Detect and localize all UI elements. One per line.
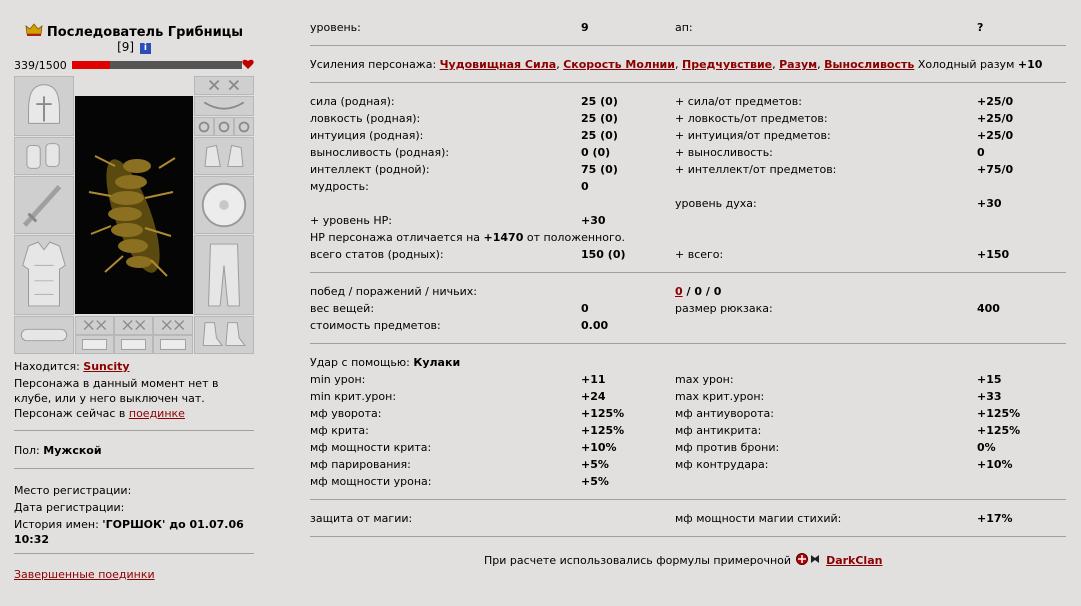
hp-value: 339/1500: [14, 59, 67, 72]
buff-link[interactable]: Чудовищная Сила: [439, 58, 557, 71]
combat-value-2: +125%: [977, 424, 1021, 437]
divider: [14, 430, 254, 431]
history-line: [14, 517, 254, 547]
location-link[interactable]: Suncity: [83, 360, 130, 373]
scroll-slot-3[interactable]: [153, 335, 193, 354]
combat-label-2: мф антикрита:: [675, 424, 762, 437]
stat-value-2: +25/0: [977, 95, 1014, 108]
wins-line: 0 / 0 / 0: [675, 285, 722, 298]
stat-value: 75 (0): [581, 163, 618, 176]
buffs-label: Усиления персонажа:: [310, 58, 437, 71]
combat-value: +125%: [581, 407, 625, 420]
darkclan-link[interactable]: DarkClan: [826, 554, 883, 567]
stat-value-2: 0: [977, 146, 985, 159]
character-name: Последователь Грибницы: [46, 25, 244, 40]
combat-value-2: +10%: [977, 458, 1013, 471]
stat-value-2: +25/0: [977, 129, 1014, 142]
divider: [310, 343, 1066, 344]
boots-slot[interactable]: [194, 316, 254, 354]
wins-label: побед / поражений / ничьих:: [310, 285, 477, 298]
fight-line: [14, 406, 185, 421]
buff-extra: Холодный разум: [917, 58, 1015, 71]
combat-value: +11: [581, 373, 606, 386]
total2-value: +150: [977, 248, 1010, 261]
weapon-slot[interactable]: [14, 176, 74, 234]
weight-label: вес вещей:: [310, 302, 375, 315]
history-label: История имен:: [14, 518, 99, 531]
bracers-slot[interactable]: [14, 137, 74, 175]
divider: [310, 272, 1066, 273]
buff-extra-value: +10: [1017, 58, 1043, 71]
combat-label-2: мф антиуворота:: [675, 407, 774, 420]
crown-icon: [25, 23, 43, 37]
hp-bar: [72, 61, 242, 69]
belt-slot[interactable]: [14, 316, 74, 354]
stat-value-2: +25/0: [977, 112, 1014, 125]
stat-label: мудрость:: [310, 180, 369, 193]
ap-label: ап:: [675, 21, 693, 34]
stat-label: выносливость (родная):: [310, 146, 450, 159]
cost-value: 0.00: [581, 319, 609, 332]
fight-text: Персонаж сейчас в: [14, 407, 126, 420]
gender-line: [14, 443, 102, 458]
strike-label: Удар с помощью:: [310, 356, 410, 369]
footer-line: [484, 552, 882, 567]
combat-value: +5%: [581, 475, 609, 488]
location-line: [14, 359, 130, 374]
hp-plus-label: + уровень HP:: [310, 214, 392, 227]
combat-value-2: +125%: [977, 407, 1021, 420]
combat-value: +24: [581, 390, 606, 403]
combat-label: мф уворота:: [310, 407, 382, 420]
fight-link[interactable]: поединке: [128, 407, 185, 420]
combat-value: +10%: [581, 441, 617, 454]
combat-label-2: max крит.урон:: [675, 390, 765, 403]
combat-value: +5%: [581, 458, 609, 471]
combat-label: мф крита:: [310, 424, 369, 437]
divider: [310, 536, 1066, 537]
reg-date-label: Дата регистрации:: [14, 501, 125, 514]
backpack-value: 400: [977, 302, 1000, 315]
stat-label: ловкость (родная):: [310, 112, 421, 125]
character-title: [14, 23, 254, 40]
weight-value: 0: [581, 302, 589, 315]
armor-slot[interactable]: [14, 235, 74, 315]
spirit-label: уровень духа:: [675, 197, 757, 210]
stat-label: интеллект (родной):: [310, 163, 430, 176]
hp-diff-post: от положенного.: [526, 231, 625, 244]
backpack-label: размер рюкзака:: [675, 302, 773, 315]
stat-label: сила (родная):: [310, 95, 395, 108]
rune-slot-3[interactable]: [153, 316, 193, 335]
combat-value-2: +33: [977, 390, 1002, 403]
footer-text: При расчете использовались формулы примерочной: [484, 554, 792, 567]
scroll-slot-1[interactable]: [75, 335, 114, 354]
buff-link[interactable]: Скорость Молнии: [563, 58, 675, 71]
stat-value: 25 (0): [581, 129, 618, 142]
info-icon[interactable]: i: [140, 43, 151, 54]
gender-label: Пол:: [14, 444, 40, 457]
stat-value: 25 (0): [581, 112, 618, 125]
heart-icon: [242, 58, 254, 70]
reg-place-label: Место регистрации:: [14, 484, 132, 497]
stat-value: 25 (0): [581, 95, 618, 108]
stat-label-2: + выносливость:: [675, 146, 773, 159]
darkclan-emblem-icon: [795, 552, 823, 566]
hp-bar-fill: [72, 61, 110, 69]
level-label: уровень:: [310, 21, 361, 34]
combat-value: +125%: [581, 424, 625, 437]
hp-plus-value: +30: [581, 214, 606, 227]
gloves-slot[interactable]: [194, 137, 254, 175]
necklace-slot[interactable]: [194, 96, 254, 116]
status-text: Персонажа в данный момент нет в клубе, или у него выключен чат.: [14, 377, 219, 405]
gender-value: Мужской: [43, 444, 102, 457]
combat-label: min урон:: [310, 373, 366, 386]
combat-label: min крит.урон:: [310, 390, 397, 403]
stat-label: интуиция (родная):: [310, 129, 424, 142]
draws-value: 0: [713, 285, 722, 298]
ring-slot-2[interactable]: [214, 117, 234, 136]
ring-slot-3[interactable]: [234, 117, 254, 136]
history-value: 'ГОРШОК' до 01.07.06 10:32: [14, 518, 244, 546]
character-portrait: [75, 96, 193, 314]
rune-slot-1[interactable]: [75, 316, 114, 335]
spirit-value: +30: [977, 197, 1002, 210]
total2-label: + всего:: [675, 248, 724, 261]
hp-diff-pre: HP персонажа отличается на: [310, 231, 481, 244]
combat-label-2: мф контрудара:: [675, 458, 769, 471]
buff-link[interactable]: Выносливость: [824, 58, 915, 71]
stat-label-2: + ловкость/от предметов:: [675, 112, 828, 125]
combat-label: мф парирования:: [310, 458, 411, 471]
level-value: 9: [581, 21, 589, 34]
magic-def-label: защита от магии:: [310, 512, 413, 525]
combat-label-2: мф против брони:: [675, 441, 780, 454]
rune-slot-2[interactable]: [114, 316, 153, 335]
ring-slot-1[interactable]: [194, 117, 214, 136]
hp-diff-value: +1470: [483, 231, 524, 244]
finished-fights-line: [14, 567, 155, 582]
total-value: 150 (0): [581, 248, 626, 261]
buff-link[interactable]: Разум: [779, 58, 818, 71]
leggings-slot[interactable]: [194, 235, 254, 315]
scroll-slot-2[interactable]: [114, 335, 153, 354]
combat-label-2: max урон:: [675, 373, 734, 386]
losses-value: 0: [694, 285, 702, 298]
magic-power-label: мф мощности магии стихий:: [675, 512, 842, 525]
buff-link[interactable]: Предчувствие: [681, 58, 773, 71]
ap-value: ?: [977, 21, 984, 34]
earrings-slot[interactable]: [194, 76, 254, 95]
divider: [310, 45, 1066, 46]
stat-value-2: +75/0: [977, 163, 1014, 176]
finished-fights-link[interactable]: Завершенные поединки: [14, 568, 155, 581]
stat-value: 0: [581, 180, 589, 193]
combat-label: мф мощности крита:: [310, 441, 432, 454]
divider: [310, 82, 1066, 83]
stat-label-2: + интуиция/от предметов:: [675, 129, 831, 142]
total-label: всего статов (родных):: [310, 248, 444, 261]
magic-power-value: +17%: [977, 512, 1013, 525]
stat-label-2: + сила/от предметов:: [675, 95, 802, 108]
character-level: [9]: [117, 40, 135, 54]
combat-label: мф мощности урона:: [310, 475, 432, 488]
combat-value-2: 0%: [977, 441, 996, 454]
divider: [310, 499, 1066, 500]
stat-label-2: + интеллект/от предметов:: [675, 163, 837, 176]
hp-diff-line: [310, 231, 625, 244]
divider: [14, 553, 254, 554]
helmet-slot[interactable]: [14, 76, 74, 136]
combat-value-2: +15: [977, 373, 1002, 386]
cost-label: стоимость предметов:: [310, 319, 441, 332]
buffs-line: Усиления персонажа: Чудовищная Сила, Скорость Молнии, Предчувствие, Разум, Выносливость Холодный разум +10: [310, 58, 1043, 71]
shield-slot[interactable]: [194, 176, 254, 234]
strike-line: [310, 356, 460, 369]
divider: [14, 468, 254, 469]
stat-value: 0 (0): [581, 146, 611, 159]
location-label: Находится:: [14, 360, 80, 373]
strike-value: Кулаки: [413, 356, 461, 369]
character-level-line: [14, 40, 254, 54]
wins-link[interactable]: 0: [675, 285, 683, 298]
